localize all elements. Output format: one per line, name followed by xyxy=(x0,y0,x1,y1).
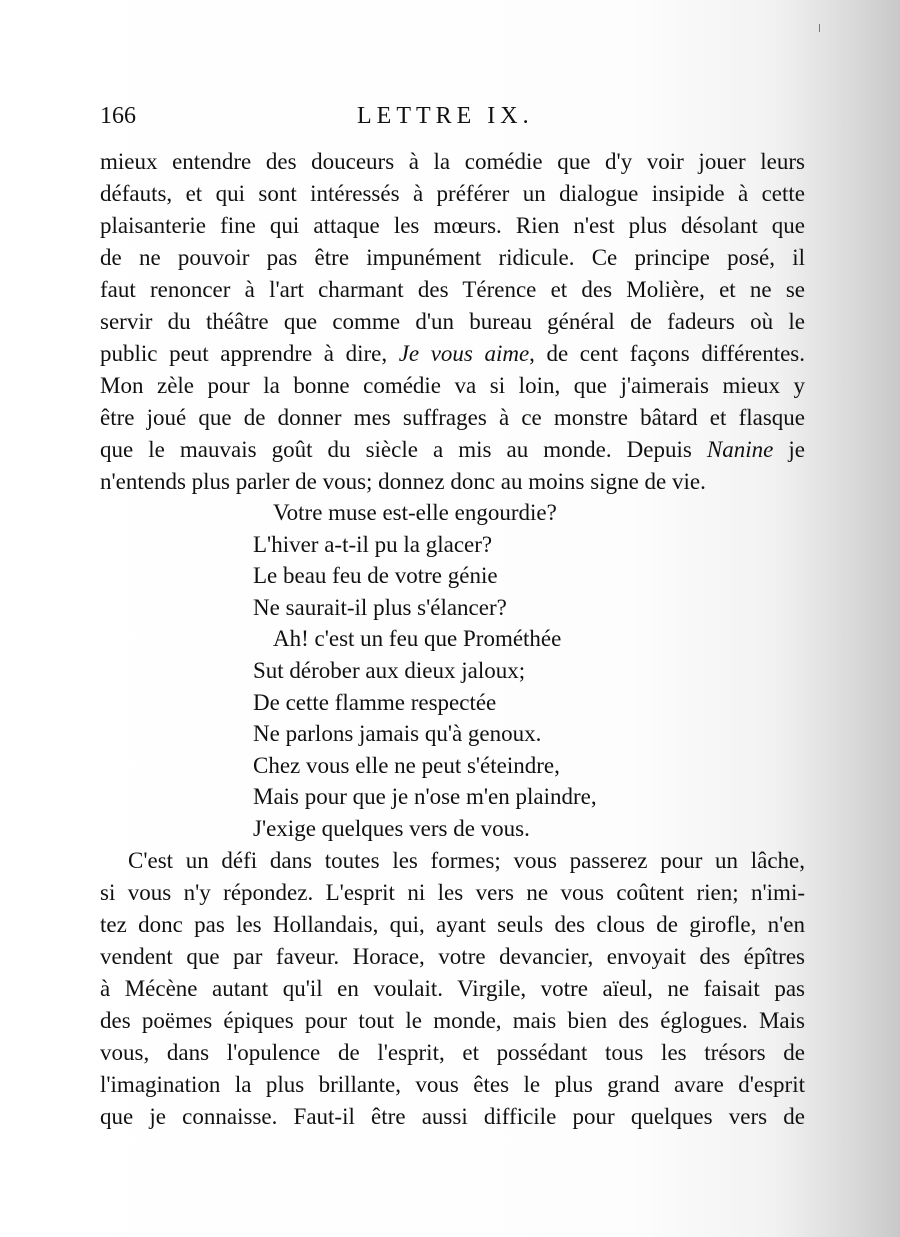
italic-phrase: Je vous aime xyxy=(398,341,530,366)
text-line: Mon zèle pour la bonne comédie va si loin, que j'aimerais mieux y xyxy=(100,373,805,398)
text-line: l'imagination la plus brillante, vous êtes le plus grand avare d'esprit xyxy=(100,1072,805,1097)
verse-line: Ah! c'est un feu que Prométhée xyxy=(273,626,562,652)
text-line: faut renoncer à l'art charmant des Térence et des Molière, et ne se xyxy=(100,277,805,302)
text-line: être joué que de donner mes suffrages à ce monstre bâtard et flasque xyxy=(100,405,805,430)
text-line: tez donc pas les Hollandais, qui, ayant seuls des clous de girofle, n'en xyxy=(100,912,805,937)
text-line: de ne pouvoir pas être impunément ridicule. Ce principe posé, il xyxy=(100,245,805,270)
scan-speck xyxy=(819,24,820,32)
running-title: LETTRE IX. xyxy=(357,103,534,129)
text-line: public peut apprendre à dire, Je vous aime, de cent façons différentes. xyxy=(100,341,805,366)
text-line: que je connaisse. Faut-il être aussi difficile pour quelques vers de xyxy=(100,1104,805,1129)
page-number: 166 xyxy=(100,103,136,129)
verse-line: Chez vous elle ne peut s'éteindre, xyxy=(253,752,560,778)
verse-line: Le beau feu de votre génie xyxy=(253,563,498,589)
verse-line: Sut dérober aux dieux jaloux; xyxy=(253,657,526,683)
text-line: défauts, et qui sont intéressés à préférer un dialogue insipide à cette xyxy=(100,181,805,206)
verse-line: Ne parlons jamais qu'à genoux. xyxy=(253,721,542,747)
verse-line: Mais pour que je n'ose m'en plaindre, xyxy=(253,784,597,810)
text-line: servir du théâtre que comme d'un bureau général de fadeurs où le xyxy=(100,309,805,334)
verse-stanza xyxy=(253,497,673,845)
italic-title: Nanine xyxy=(706,437,774,462)
text-line: si vous n'y répondez. L'esprit ni les vers ne vous coûtent rien; n'imi- xyxy=(100,880,805,905)
text-line: mieux entendre des douceurs à la comédie que d'y voir jouer leurs xyxy=(100,149,805,174)
verse-line: L'hiver a-t-il pu la glacer? xyxy=(253,531,493,557)
text-line: que le mauvais goût du siècle a mis au monde. Depuis Nanine je xyxy=(100,437,805,462)
verse-line: Votre muse est-elle engourdie? xyxy=(273,500,557,525)
text-line: C'est un défi dans toutes les formes; vous passerez pour un lâche, xyxy=(128,848,805,873)
verse-line: Ne saurait-il plus s'élancer? xyxy=(253,594,507,620)
verse-line: De cette flamme respectée xyxy=(253,689,497,715)
text-line: des poëmes épiques pour tout le monde, mais bien des églogues. Mais xyxy=(100,1008,805,1033)
text-line: vous, dans l'opulence de l'esprit, et possédant tous les trésors de xyxy=(100,1040,805,1065)
paragraph xyxy=(100,845,805,1133)
paragraph-continued xyxy=(100,146,805,498)
verse-line: J'exige quelques vers de vous. xyxy=(253,815,530,841)
text-line: vendent que par faveur. Horace, votre devancier, envoyait des épîtres xyxy=(100,944,805,969)
text-line: plaisanterie fine qui attaque les mœurs. Rien n'est plus désolant que xyxy=(100,213,805,238)
running-head xyxy=(100,103,805,135)
text-line: n'entends plus parler de vous; donnez donc au moins signe de vie. xyxy=(100,469,706,494)
text-line: à Mécène autant qu'il en voulait. Virgile, votre aïeul, ne faisait pas xyxy=(100,976,805,1001)
